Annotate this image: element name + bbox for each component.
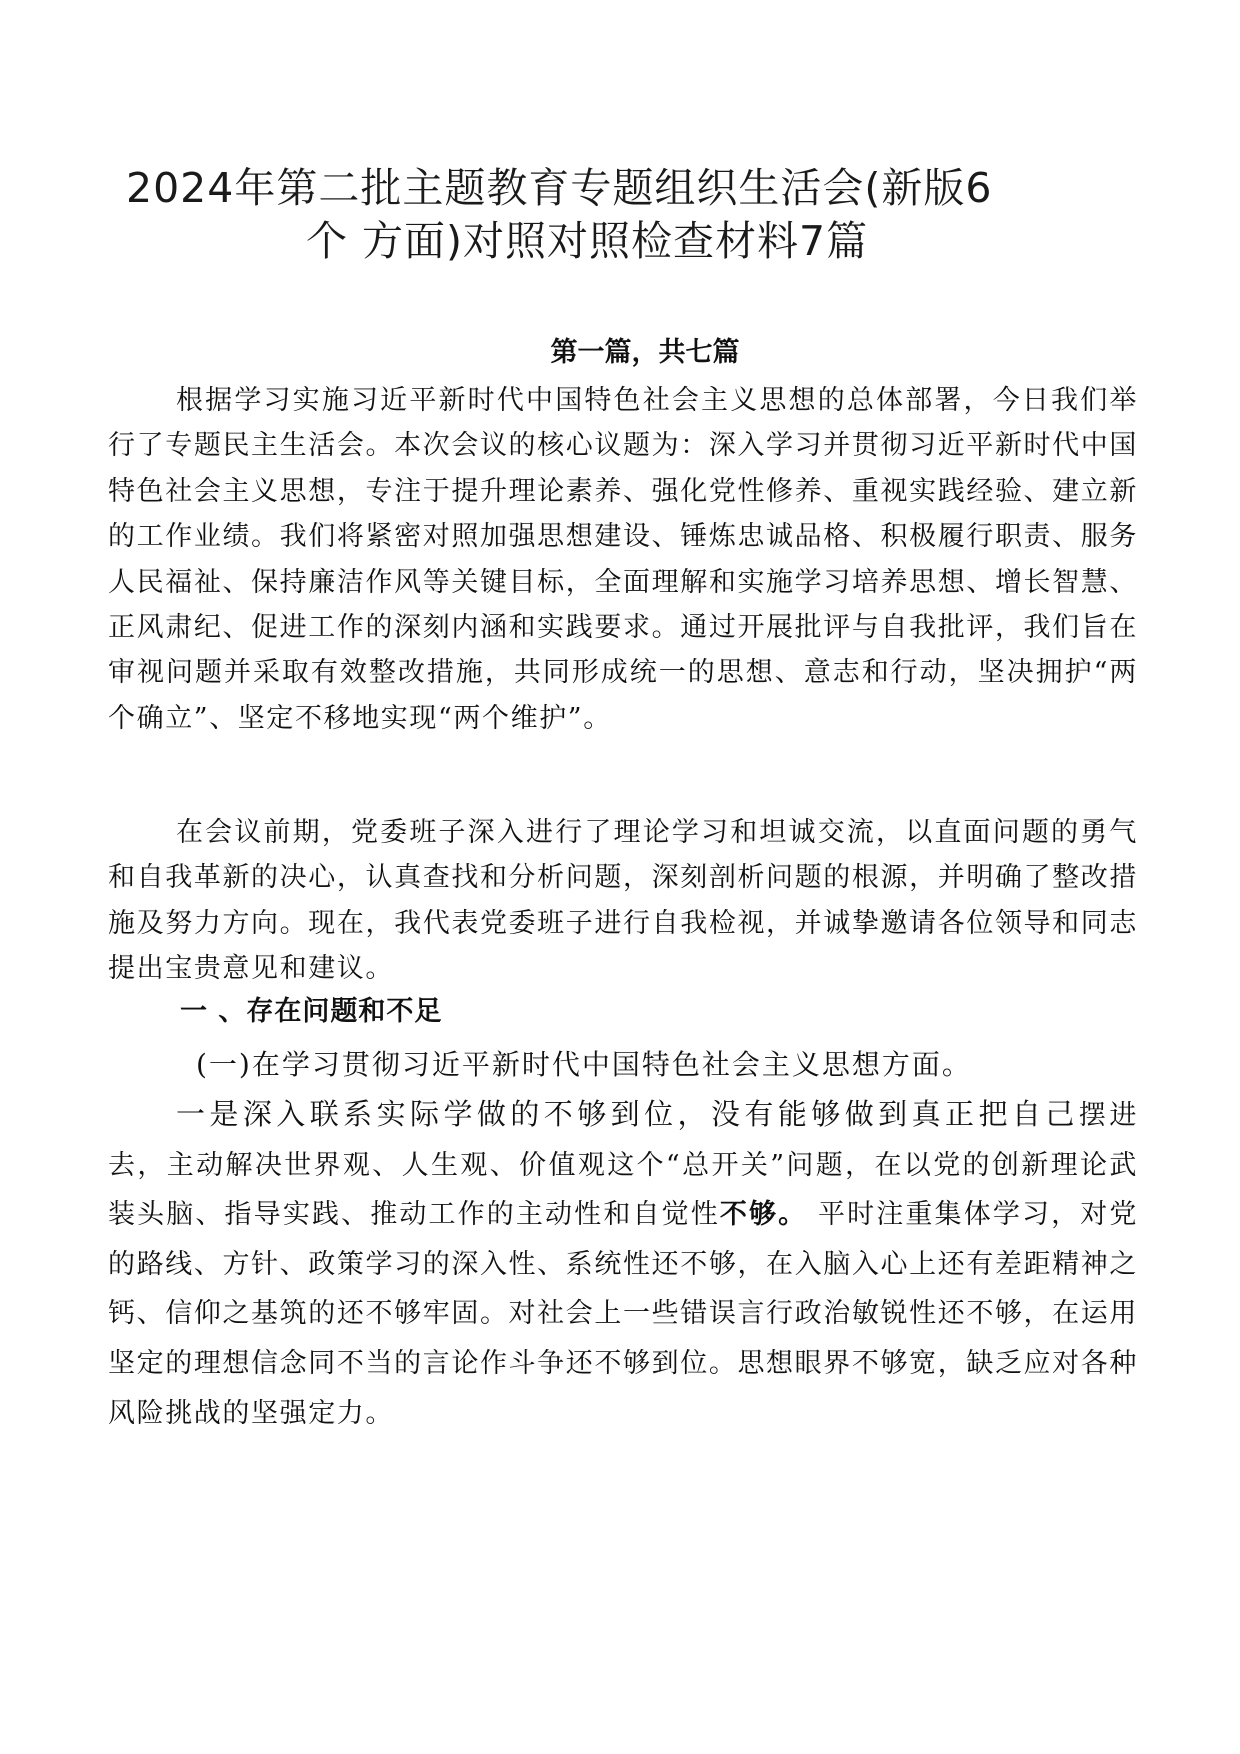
- body-paragraph-3: [108, 1090, 1138, 1438]
- paragraph-lead-sentence: 一是深入联系实际学做的不够到位，没有能够做到真正把自己: [176, 1097, 1079, 1131]
- document-title-line-1: 2024年第二批主题教育专题组织生活会(新版6: [126, 164, 993, 212]
- paragraph-bold-text: 不够。: [719, 1199, 808, 1231]
- section-heading: 一 、存在问题和不足: [180, 996, 443, 1027]
- sub-heading: (一)在学习贯彻习近平新时代中国特色社会主义思想方面。: [196, 1048, 972, 1081]
- document-title-line-2: 个 方面)对照对照检查材料7篇: [306, 217, 869, 265]
- body-paragraph-1: 根据学习实施习近平新时代中国特色社会主义思想的总体部署，今日我们举行了专题民主生活会。本次会议的核心议题为：深入学习并贯彻习近平新时代中国特色社会主义思想，专注于提升理论素养、强化党性修养、重视实践经验、建立新的工作业绩。我们将紧密对照加强思想建设、锤炼忠诚品格、积极履行职责、服务人民福祉、保持廉洁作风等关键目标，全面理解和实施学习培养思想、增长智慧、正风肃纪、促进工作的深刻内涵和实践要求。通过开展批评与自我批评，我们旨在审视问题并采取有效整改措施，共同形成统一的思想、意志和行动，坚决拥护“两个确立”、坚定不移地实现“两个维护”。: [108, 385, 1138, 734]
- paragraph-remaining-text: 平时注重集体学习，对党的路线、方针、政策学习的深入性、系统性还不够，在入脑入心上还有差距精神之钙、信仰之基筑的还不够牢固。对社会上一些错误言行政治敏锐性还不够，在运用坚定的理想信念同不当的言论作斗争还不够到位。思想眼界不够宽，缺乏应对各种风险挑战的坚强定力。: [108, 1199, 1138, 1429]
- section-subtitle: 第一篇，共七篇: [550, 337, 740, 368]
- paragraph-middle-text: 摆进去，主动解决世界观、人生观、价值观这个“总开关”问题，在以党的创新理论武装头脑、指导实践、推动工作的主动性和自觉性: [108, 1100, 1139, 1231]
- body-paragraph-2: 在会议前期，党委班子深入进行了理论学习和坦诚交流，以直面问题的勇气和自我革新的决心，认真查找和分析问题，深刻剖析问题的根源，并明确了整改措施及努力方向。现在，我代表党委班子进行自我检视，并诚挚邀请各位领导和同志提出宝贵意见和建议。: [108, 817, 1138, 985]
